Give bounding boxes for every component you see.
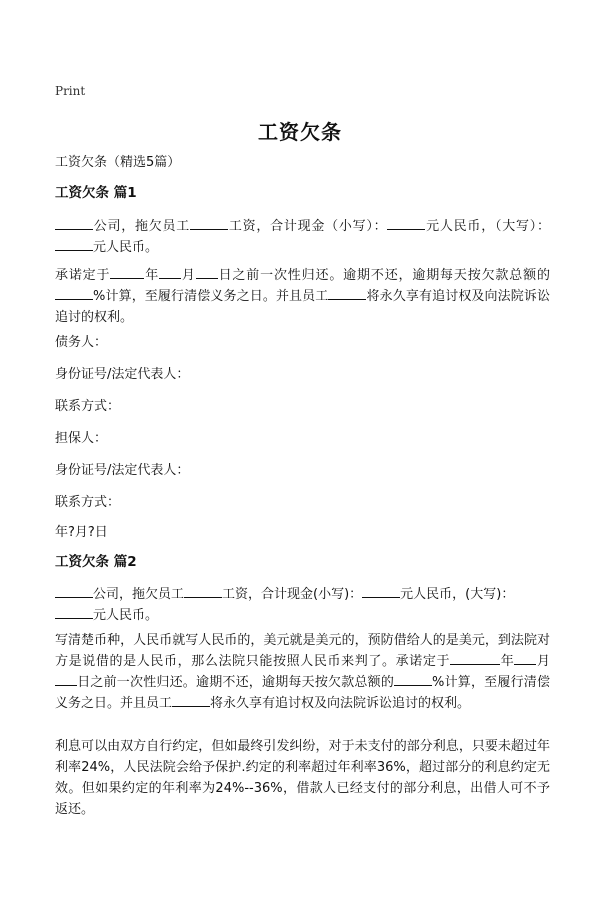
contact-label-2: 联系方式：: [55, 495, 121, 510]
blank-line: [394, 672, 432, 686]
document-subtitle: 工资欠条（精选5篇）: [55, 155, 181, 170]
blank-line: [184, 584, 222, 598]
contact-label-1: 联系方式：: [55, 399, 121, 414]
blank-line: [196, 265, 218, 279]
blank-line: [159, 265, 181, 279]
date-line: 年?月?日: [55, 525, 108, 540]
blank-line: [328, 286, 366, 300]
blank-line: [55, 584, 93, 598]
blank-line: [55, 286, 93, 300]
id-label-1: 身份证号/法定代表人：: [55, 367, 190, 382]
document-title: 工资欠条: [258, 120, 342, 144]
section1-heading: 工资欠条 篇1: [55, 185, 137, 201]
blank-line: [110, 265, 144, 279]
blank-line: [55, 605, 93, 619]
blank-line: [55, 237, 93, 251]
blank-line: [55, 216, 93, 230]
blank-line: [514, 651, 536, 665]
blank-line: [362, 584, 400, 598]
blank-line: [172, 693, 210, 707]
section2-paragraph1: 公司，拖欠员工 工资，合计现金(小写)： 元人民币，(大写)： 元人民币。: [55, 584, 550, 626]
blank-line: [387, 216, 425, 230]
section1-paragraph1: 公司，拖欠员工 工资，合计现金（小写）： 元人民币，（大写）：元人民币。: [55, 216, 550, 258]
section2-paragraph2: 写清楚币种，人民币就写人民币的，美元就是美元的，预防借给人的是美元，到法院对方是说借的是人民币，那么法院只能按照人民币来判了。承诺定于 年 月日之前一次性归还。逾期不还，逾期每天按欠款总额的 %计算，至履行清偿义务之日。并且员工 将永久享有追讨权及向法院诉讼追讨的权利。: [55, 633, 550, 711]
blank-line: [450, 651, 500, 665]
guarantor-label: 担保人：: [55, 431, 108, 446]
section2-heading: 工资欠条 篇2: [55, 554, 137, 570]
debtor-label: 债务人：: [55, 335, 108, 350]
section1-paragraph2: 承诺定于 年 月 日之前一次性归还。逾期不还，逾期每天按欠款总额的%计算，至履行清偿义务之日。并且员工 将永久享有追讨权及向法院诉讼追讨的权利。: [55, 265, 550, 328]
id-label-2: 身份证号/法定代表人：: [55, 463, 190, 478]
print-label: Print: [55, 84, 86, 98]
section2-paragraph3: 利息可以由双方自行约定，但如最终引发纠纷，对于未支付的部分利息，只要未超过年利率24%，人民法院会给予保护.约定的利率超过年利率36%，超过部分的利息约定无效。但如果约定的年利率为24%--36%，借款人已经支付的部分利息，出借人可不予返还。: [55, 739, 550, 817]
blank-line: [190, 216, 228, 230]
blank-line: [55, 672, 77, 686]
